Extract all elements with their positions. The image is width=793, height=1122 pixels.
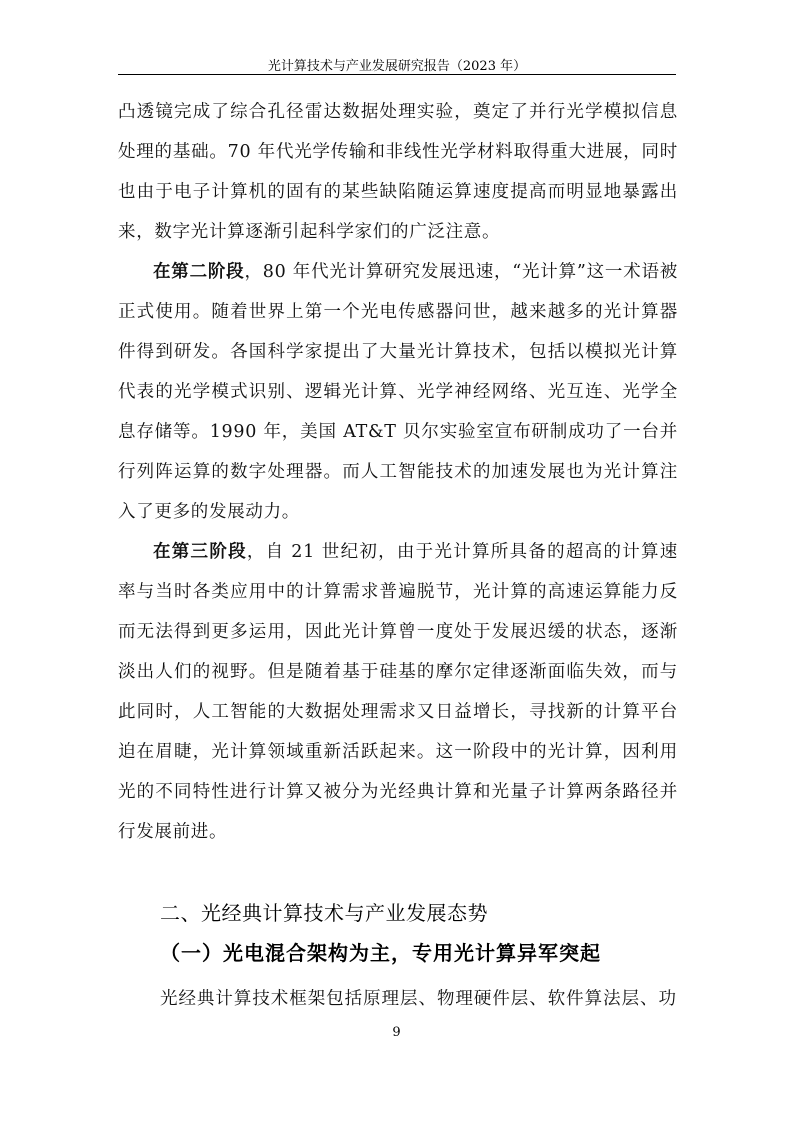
paragraph-3-lead: 在第三阶段 (153, 542, 247, 562)
paragraph-2-lead: 在第二阶段 (153, 262, 245, 282)
paragraph-3-text: ，自 21 世纪初，由于光计算所具备的超高的计算速率与当时各类应用中的计算需求普遍脱节，光计算的高速运算能力反而无法得到更多运用，因此光计算曾一度处于发展迟缓的状态，逐渐淡出人们的视野。但是随着基于硅基的摩尔定律逐渐面临失效，而与此同时，人工智能的大数据处理需求又日益增长，寻找新的计算平台迫在眉睫，光计算领域重新活跃起来。这一阶段中的光计算，因利用光的不同特性进行计算又被分为光经典计算和光量子计算两条路径并行发展前进。 (118, 542, 678, 842)
subsection-heading: （一）光电混合架构为主，专用光计算异军突起 (160, 941, 601, 965)
paragraph-3 (118, 532, 678, 852)
header-rule (118, 74, 676, 75)
running-header: 光计算技术与产业发展研究报告（2023 年） (267, 59, 527, 74)
body-text (118, 92, 678, 852)
paragraph-1: 凸透镜完成了综合孔径雷达数据处理实验，奠定了并行光学模拟信息处理的基础。70 年代光学传输和非线性光学材料取得重大进展，同时也由于电子计算机的固有的某些缺陷随运算速度提高而明显地暴露出来，数字光计算逐渐引起科学家们的广泛注意。 (118, 102, 678, 242)
paragraph-4: 光经典计算技术框架包括原理层、物理硬件层、软件算法层、功 (160, 989, 676, 1009)
paragraph-2-text: ，80 年代光计算研究发展迅速，“光计算”这一术语被正式使用。随着世界上第一个光电传感器问世，越来越多的光计算器件得到研发。各国科学家提出了大量光计算技术，包括以模拟光计算代表的光学模式识别、逻辑光计算、光学神经网络、光互连、光学全息存储等。1990 年，美国 AT&T 贝尔实验室宣布研制成功了一台并行列阵运算的数字处理器。而人工智能技术的加速发展也为光计算注入了更多的发展动力。 (118, 262, 678, 522)
page-number: 9 (392, 1025, 401, 1040)
section-heading: 二、光经典计算技术与产业发展态势 (160, 901, 488, 925)
paragraph-2 (118, 252, 678, 532)
